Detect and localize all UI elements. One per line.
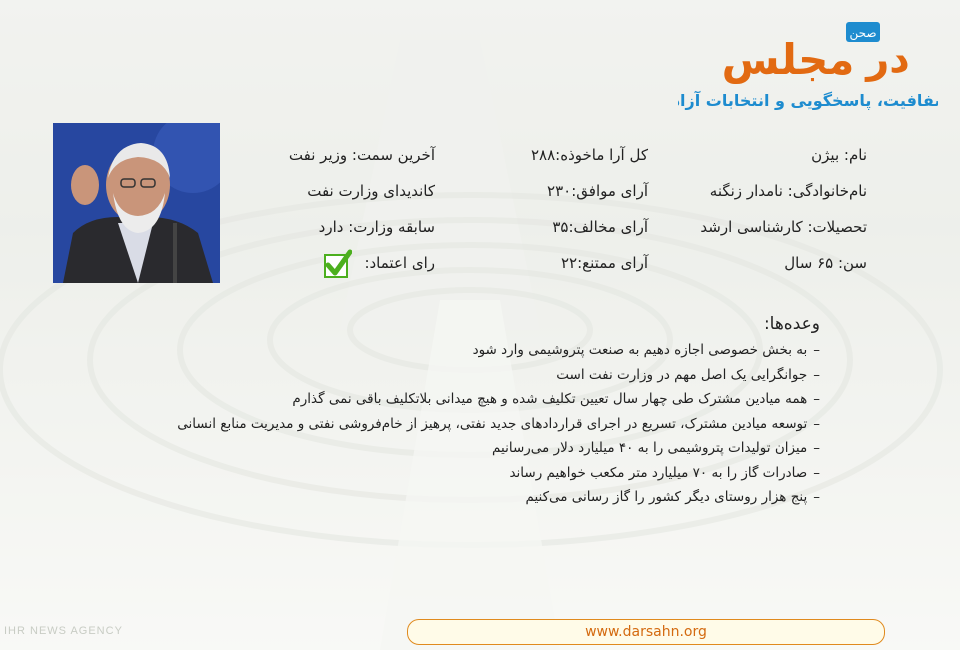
- education-field: تحصیلات: کارشناسی ارشد: [700, 218, 867, 236]
- promise-item: –همه میادین مشترک طی چهار سال تعیین تکلیف شده و هیچ میدانی بلاتکلیف باقی نمی گذارم: [292, 391, 820, 407]
- candidate-field: کاندیدای وزارت نفت: [307, 182, 435, 200]
- promise-item: –به بخش خصوصی اجازه دهیم به صنعت پتروشیمی وارد شود: [472, 342, 820, 358]
- promise-item: –میزان تولیدات پتروشیمی را به ۴۰ میلیارد دلار می‌رسانیم: [492, 440, 820, 456]
- promise-item: –پنج هزار روستای دیگر کشور را گاز رسانی می‌کنیم: [525, 489, 820, 505]
- candidate-portrait: [53, 123, 220, 283]
- name-field: نام: بیژن: [811, 146, 867, 164]
- status-info: [245, 140, 435, 284]
- promise-item: –توسعه میادین مشترک، تسریع در اجرای قراردادهای جدید نفتی، پرهیز از خام‌فروشی نفتی و مدیریت منابع انسانی: [177, 415, 820, 432]
- website-link[interactable]: www.darsahn.org: [585, 624, 707, 640]
- no-votes: آرای مخالف:۳۵: [552, 218, 648, 236]
- promises-section: [80, 312, 820, 510]
- promises-title: وعده‌ها:: [763, 314, 820, 334]
- confidence-label: رای اعتماد:: [364, 254, 435, 272]
- yes-votes: آرای موافق:۲۳۰: [547, 182, 648, 200]
- checkmark-icon: [322, 249, 352, 279]
- svg-text:مجلس: مجلس: [721, 35, 855, 84]
- svg-text:صحن: صحن: [849, 26, 877, 40]
- family-field: نام‌خانوادگی: نامدار زنگنه: [709, 182, 867, 200]
- ministry-history-field: سابقه وزارت: دارد: [318, 218, 435, 236]
- promise-item: –صادرات گاز را به ۷۰ میلیارد متر مکعب خواهیم رساند: [509, 464, 820, 481]
- footer-url-bar[interactable]: [407, 619, 885, 645]
- promise-item: –جوانگرایی یک اصل مهم در وزارت نفت است: [556, 366, 820, 383]
- svg-text:در: در: [866, 36, 910, 82]
- dar-majlis-logo: [678, 14, 938, 114]
- vote-info: [498, 140, 648, 284]
- svg-text:شفافیت، پاسخگویی و انتخابات آز: شفافیت، پاسخگویی و انتخابات آزاد: [678, 91, 938, 110]
- age-field: سن: ۶۵ سال: [784, 254, 867, 272]
- news-agency-watermark: IHR NEWS AGENCY: [4, 625, 123, 637]
- profile-info: [637, 140, 867, 284]
- total-votes: کل آرا ماخوذه:۲۸۸: [530, 146, 648, 164]
- abstain-votes: آرای ممتنع:۲۲: [560, 254, 648, 272]
- last-post-field: آخرین سمت: وزیر نفت: [288, 146, 435, 164]
- confidence-vote-field: [245, 248, 435, 284]
